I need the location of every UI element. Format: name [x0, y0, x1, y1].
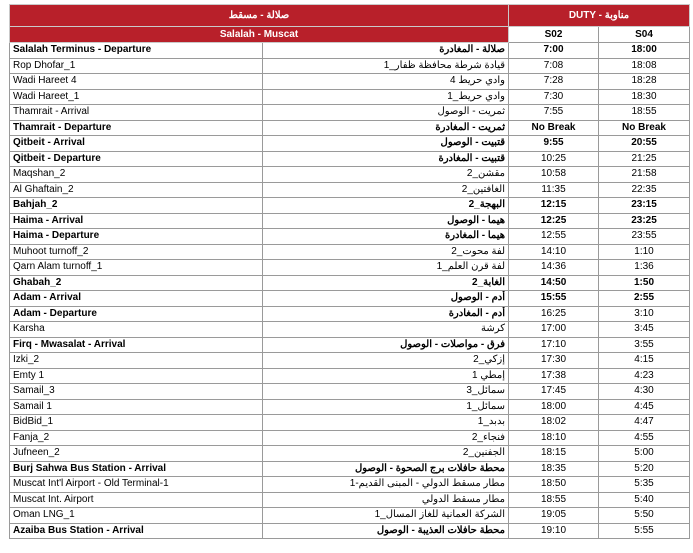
table-row — [10, 167, 690, 183]
time-s04: 4:15 — [599, 353, 690, 369]
table-row — [10, 275, 690, 291]
table-row — [10, 229, 690, 245]
table-row — [10, 399, 690, 415]
stop-name-ar: محطة حافلات العذيبة - الوصول — [263, 523, 509, 539]
time-s04: 21:58 — [599, 167, 690, 183]
table-row — [10, 384, 690, 400]
stop-name-en: Samail 1 — [10, 399, 263, 415]
time-s04: 23:25 — [599, 213, 690, 229]
table-row — [10, 43, 690, 59]
time-s02: 17:45 — [509, 384, 599, 400]
time-s02: 17:38 — [509, 368, 599, 384]
duty-code-s04: S04 — [599, 27, 690, 43]
stop-name-ar: أدم - الوصول — [263, 291, 509, 307]
time-s04: 20:55 — [599, 136, 690, 152]
duty-code-s02: S02 — [509, 27, 599, 43]
stop-name-ar: فنجاء_2 — [263, 430, 509, 446]
time-s02: 17:00 — [509, 322, 599, 338]
stop-name-en: Emty 1 — [10, 368, 263, 384]
stop-name-en: Azaiba Bus Station - Arrival — [10, 523, 263, 539]
stop-name-en: Bahjah_2 — [10, 198, 263, 214]
stop-name-ar: لفة قرن العلم_1 — [263, 260, 509, 276]
stop-name-en: Izki_2 — [10, 353, 263, 369]
table-row — [10, 430, 690, 446]
time-s02: 7:08 — [509, 58, 599, 74]
stop-name-en: Salalah Terminus - Departure — [10, 43, 263, 59]
table-row — [10, 260, 690, 276]
time-s02: 12:25 — [509, 213, 599, 229]
time-s04: 5:00 — [599, 446, 690, 462]
table-row — [10, 74, 690, 90]
stop-name-en: Thamrait - Departure — [10, 120, 263, 136]
time-s04: 5:50 — [599, 508, 690, 524]
time-s04: 1:36 — [599, 260, 690, 276]
stop-name-ar: إزكي_2 — [263, 353, 509, 369]
stop-name-ar: هيما - الوصول — [263, 213, 509, 229]
table-row — [10, 58, 690, 74]
time-s04: 4:55 — [599, 430, 690, 446]
time-s02: 18:35 — [509, 461, 599, 477]
stop-name-ar: سمائل_1 — [263, 399, 509, 415]
stop-name-en: Karsha — [10, 322, 263, 338]
stop-name-en: Ghabah_2 — [10, 275, 263, 291]
table-row — [10, 120, 690, 136]
time-s04: 1:10 — [599, 244, 690, 260]
time-s04: 5:55 — [599, 523, 690, 539]
header-row-bottom — [10, 27, 690, 43]
stop-name-en: Rop Dhofar_1 — [10, 58, 263, 74]
route-english: Salalah - Muscat — [10, 27, 509, 43]
time-s04: 23:15 — [599, 198, 690, 214]
table-row — [10, 244, 690, 260]
duty-label: DUTY - مناوبة — [509, 5, 690, 27]
time-s04: 18:28 — [599, 74, 690, 90]
time-s04: 4:47 — [599, 415, 690, 431]
stop-name-ar: وادي حريط 4 — [263, 74, 509, 90]
time-s04: 21:25 — [599, 151, 690, 167]
stop-name-ar: مطار مسقط الدولي — [263, 492, 509, 508]
time-s04: 3:45 — [599, 322, 690, 338]
stop-name-en: Muhoot turnoff_2 — [10, 244, 263, 260]
table-row — [10, 461, 690, 477]
time-s04: 18:00 — [599, 43, 690, 59]
time-s04: 5:40 — [599, 492, 690, 508]
stop-name-en: Qitbeit - Departure — [10, 151, 263, 167]
stop-name-ar: أدم - المغادرة — [263, 306, 509, 322]
time-s02: 7:30 — [509, 89, 599, 105]
time-s04: 22:35 — [599, 182, 690, 198]
stop-name-en: Haima - Departure — [10, 229, 263, 245]
table-row — [10, 353, 690, 369]
time-s04: 2:55 — [599, 291, 690, 307]
time-s02: 18:15 — [509, 446, 599, 462]
time-s04: 23:55 — [599, 229, 690, 245]
stop-name-en: Oman LNG_1 — [10, 508, 263, 524]
stop-name-ar: مقشن_2 — [263, 167, 509, 183]
time-s02: 18:55 — [509, 492, 599, 508]
time-s02: 14:36 — [509, 260, 599, 276]
stop-name-ar: مطار مسقط الدولي - المبنى القديم-1 — [263, 477, 509, 493]
table-row — [10, 508, 690, 524]
stop-name-en: Fanja_2 — [10, 430, 263, 446]
table-row — [10, 523, 690, 539]
time-s04: 4:45 — [599, 399, 690, 415]
stop-name-ar: سمائل_3 — [263, 384, 509, 400]
time-s02: 11:35 — [509, 182, 599, 198]
table-row — [10, 446, 690, 462]
time-s02: 15:55 — [509, 291, 599, 307]
time-s02: 12:55 — [509, 229, 599, 245]
time-s02: 12:15 — [509, 198, 599, 214]
table-row — [10, 136, 690, 152]
time-s02: 18:50 — [509, 477, 599, 493]
timetable — [9, 4, 690, 539]
time-s02: 17:30 — [509, 353, 599, 369]
time-s02: 18:10 — [509, 430, 599, 446]
table-row — [10, 337, 690, 353]
stop-name-ar: صلالة - المغادرة — [263, 43, 509, 59]
stop-name-ar: ثمريت - المغادرة — [263, 120, 509, 136]
stop-name-en: Wadi Hareet_1 — [10, 89, 263, 105]
time-s02: 14:50 — [509, 275, 599, 291]
stop-name-en: Adam - Arrival — [10, 291, 263, 307]
stop-name-en: Haima - Arrival — [10, 213, 263, 229]
stop-name-ar: الغافتين_2 — [263, 182, 509, 198]
table-row — [10, 368, 690, 384]
stop-name-ar: وادي حريط_1 — [263, 89, 509, 105]
stop-name-en: Wadi Hareet 4 — [10, 74, 263, 90]
time-s04: 3:10 — [599, 306, 690, 322]
stop-name-en: Burj Sahwa Bus Station - Arrival — [10, 461, 263, 477]
stop-name-ar: محطة حافلات برج الصحوة - الوصول — [263, 461, 509, 477]
time-s02: 10:25 — [509, 151, 599, 167]
table-row — [10, 306, 690, 322]
stop-name-en: Al Ghaftain_2 — [10, 182, 263, 198]
stop-name-ar: الشركة العمانية للغاز المسال_1 — [263, 508, 509, 524]
stop-name-en: Thamrait - Arrival — [10, 105, 263, 121]
stop-name-en: Samail_3 — [10, 384, 263, 400]
table-row — [10, 105, 690, 121]
time-s04: 1:50 — [599, 275, 690, 291]
stop-name-en: Qarn Alam turnoff_1 — [10, 260, 263, 276]
time-s04: 5:35 — [599, 477, 690, 493]
stop-name-en: Muscat Int'l Airport - Old Terminal-1 — [10, 477, 263, 493]
stop-name-ar: إمطي 1 — [263, 368, 509, 384]
time-s02: 7:28 — [509, 74, 599, 90]
table-row — [10, 415, 690, 431]
table-row — [10, 198, 690, 214]
time-s02: 14:10 — [509, 244, 599, 260]
stop-name-en: Firq - Mwasalat - Arrival — [10, 337, 263, 353]
time-s04: 5:20 — [599, 461, 690, 477]
stop-name-en: Jufneen_2 — [10, 446, 263, 462]
stop-name-ar: كرشة — [263, 322, 509, 338]
route-arabic: صلالة - مسقط — [10, 5, 509, 27]
time-s02: 10:58 — [509, 167, 599, 183]
stop-name-ar: بدبد_1 — [263, 415, 509, 431]
stop-name-ar: الجفنين_2 — [263, 446, 509, 462]
time-s04: 3:55 — [599, 337, 690, 353]
table-row — [10, 89, 690, 105]
stop-name-ar: البهجة_2 — [263, 198, 509, 214]
time-s02: 9:55 — [509, 136, 599, 152]
stop-name-en: BidBid_1 — [10, 415, 263, 431]
time-s02: 7:00 — [509, 43, 599, 59]
time-s04: 4:23 — [599, 368, 690, 384]
table-row — [10, 151, 690, 167]
time-s04: No Break — [599, 120, 690, 136]
time-s04: 18:08 — [599, 58, 690, 74]
time-s02: 18:02 — [509, 415, 599, 431]
table-row — [10, 291, 690, 307]
stop-name-en: Adam - Departure — [10, 306, 263, 322]
table-row — [10, 492, 690, 508]
time-s02: 7:55 — [509, 105, 599, 121]
stop-name-ar: قتبيت - الوصول — [263, 136, 509, 152]
time-s02: No Break — [509, 120, 599, 136]
stop-name-en: Muscat Int. Airport — [10, 492, 263, 508]
stop-name-ar: لفة محوت_2 — [263, 244, 509, 260]
stop-name-ar: ثمريت - الوصول — [263, 105, 509, 121]
stop-name-en: Qitbeit - Arrival — [10, 136, 263, 152]
time-s02: 18:00 — [509, 399, 599, 415]
time-s02: 16:25 — [509, 306, 599, 322]
time-s02: 19:05 — [509, 508, 599, 524]
time-s02: 19:10 — [509, 523, 599, 539]
time-s04: 18:30 — [599, 89, 690, 105]
time-s04: 4:30 — [599, 384, 690, 400]
stop-name-ar: الغابة_2 — [263, 275, 509, 291]
stop-name-ar: فرق - مواصلات - الوصول — [263, 337, 509, 353]
table-row — [10, 322, 690, 338]
table-row — [10, 213, 690, 229]
header-row-top — [10, 5, 690, 27]
stop-name-en: Maqshan_2 — [10, 167, 263, 183]
time-s02: 17:10 — [509, 337, 599, 353]
stop-name-ar: قيادة شرطة محافظة ظفار_1 — [263, 58, 509, 74]
table-row — [10, 477, 690, 493]
stop-name-ar: هيما - المغادرة — [263, 229, 509, 245]
time-s04: 18:55 — [599, 105, 690, 121]
table-row — [10, 182, 690, 198]
stop-name-ar: قتبيت - المغادرة — [263, 151, 509, 167]
